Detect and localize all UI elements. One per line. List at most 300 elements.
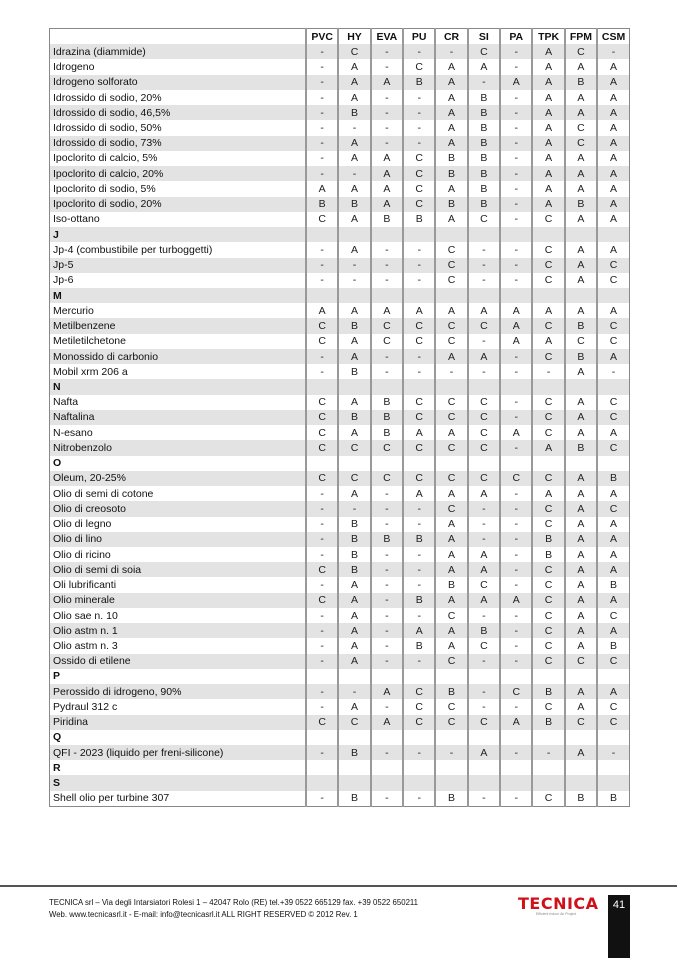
rating-csm (597, 669, 629, 684)
rating-si: B (468, 181, 500, 196)
rating-pu: - (403, 136, 435, 151)
rating-pa: A (500, 715, 532, 730)
rating-cr (435, 227, 467, 242)
rating-pu (403, 288, 435, 303)
rating-tpk: C (532, 318, 564, 333)
rating-tpk: C (532, 654, 564, 669)
rating-fpm: A (565, 684, 597, 699)
rating-tpk: A (532, 181, 564, 196)
table-row (50, 532, 630, 547)
rating-si (468, 775, 500, 790)
table-row (50, 59, 630, 74)
rating-pa (500, 760, 532, 775)
rating-pa: - (500, 258, 532, 273)
rating-pa: A (500, 303, 532, 318)
rating-hy: A (338, 654, 370, 669)
tecnica-logo: TECNICA (518, 894, 599, 913)
section-row (50, 288, 630, 303)
rating-si: B (468, 120, 500, 135)
rating-tpk (532, 760, 564, 775)
section-row (50, 456, 630, 471)
rating-pa: A (500, 425, 532, 440)
rating-csm: A (597, 197, 629, 212)
substance-name: M (50, 288, 307, 303)
rating-pa: - (500, 532, 532, 547)
rating-pvc: - (306, 532, 338, 547)
rating-tpk: C (532, 395, 564, 410)
rating-pvc: A (306, 181, 338, 196)
rating-tpk: C (532, 577, 564, 592)
rating-si: A (468, 59, 500, 74)
rating-pa: A (500, 318, 532, 333)
rating-eva: - (371, 608, 403, 623)
rating-tpk (532, 456, 564, 471)
rating-hy: C (338, 440, 370, 455)
rating-pu: - (403, 654, 435, 669)
rating-fpm: A (565, 593, 597, 608)
rating-fpm: A (565, 517, 597, 532)
rating-fpm: B (565, 349, 597, 364)
table-row (50, 517, 630, 532)
rating-eva: - (371, 105, 403, 120)
rating-hy: B (338, 410, 370, 425)
substance-name: Jp-4 (combustibile per turboggetti) (50, 242, 307, 257)
rating-fpm: A (565, 638, 597, 653)
footer-contacts: Web. www.tecnicasrl.it - E-mail: info@tecnicasrl.it ALL RIGHT RESERVED © 2012 Rev. 1 (49, 910, 358, 919)
rating-cr: B (435, 197, 467, 212)
rating-pu: - (403, 242, 435, 257)
table-row (50, 364, 630, 379)
rating-cr: C (435, 258, 467, 273)
substance-name: Metilbenzene (50, 318, 307, 333)
rating-pa: - (500, 486, 532, 501)
rating-csm: B (597, 471, 629, 486)
rating-pa (500, 379, 532, 394)
rating-fpm: A (565, 212, 597, 227)
rating-tpk: A (532, 59, 564, 74)
substance-name: S (50, 775, 307, 790)
rating-fpm (565, 669, 597, 684)
table-row (50, 608, 630, 623)
rating-cr: - (435, 44, 467, 59)
rating-cr: C (435, 395, 467, 410)
rating-eva: C (371, 440, 403, 455)
table-row (50, 212, 630, 227)
substance-name: N (50, 379, 307, 394)
rating-fpm: C (565, 715, 597, 730)
rating-tpk: B (532, 547, 564, 562)
rating-fpm: A (565, 425, 597, 440)
substance-name: Olio di lino (50, 532, 307, 547)
rating-fpm: A (565, 532, 597, 547)
rating-tpk: A (532, 303, 564, 318)
rating-cr: B (435, 577, 467, 592)
rating-csm (597, 379, 629, 394)
rating-pvc: C (306, 593, 338, 608)
rating-cr: B (435, 151, 467, 166)
rating-csm: A (597, 517, 629, 532)
rating-pvc: C (306, 425, 338, 440)
rating-fpm (565, 456, 597, 471)
rating-eva: - (371, 699, 403, 714)
rating-cr: A (435, 181, 467, 196)
rating-hy: - (338, 501, 370, 516)
rating-tpk (532, 288, 564, 303)
rating-csm: A (597, 105, 629, 120)
header-pu: PU (403, 29, 435, 45)
rating-hy (338, 669, 370, 684)
rating-fpm (565, 288, 597, 303)
rating-csm: A (597, 425, 629, 440)
rating-eva (371, 288, 403, 303)
rating-cr: A (435, 623, 467, 638)
rating-pu: - (403, 501, 435, 516)
rating-hy: A (338, 593, 370, 608)
rating-cr: C (435, 471, 467, 486)
rating-pa (500, 775, 532, 790)
rating-eva: - (371, 486, 403, 501)
rating-tpk: B (532, 715, 564, 730)
rating-pa: A (500, 593, 532, 608)
table-row (50, 303, 630, 318)
rating-pa: - (500, 59, 532, 74)
rating-csm: B (597, 791, 629, 807)
rating-pa: - (500, 501, 532, 516)
substance-name: Olio sae n. 10 (50, 608, 307, 623)
rating-csm: A (597, 593, 629, 608)
rating-fpm: A (565, 181, 597, 196)
rating-pvc: C (306, 395, 338, 410)
rating-eva (371, 227, 403, 242)
rating-pu: - (403, 120, 435, 135)
substance-name: Olio minerale (50, 593, 307, 608)
rating-si: - (468, 517, 500, 532)
substance-name: Idrossido di sodio, 73% (50, 136, 307, 151)
rating-csm: A (597, 547, 629, 562)
rating-pu: - (403, 105, 435, 120)
rating-eva: A (371, 181, 403, 196)
substance-name: Ipoclorito di sodio, 20% (50, 197, 307, 212)
rating-si: C (468, 425, 500, 440)
rating-fpm: A (565, 273, 597, 288)
rating-eva: - (371, 562, 403, 577)
rating-tpk: C (532, 349, 564, 364)
rating-si: - (468, 654, 500, 669)
header-fpm: FPM (565, 29, 597, 45)
rating-csm: A (597, 120, 629, 135)
rating-eva (371, 760, 403, 775)
rating-hy: B (338, 547, 370, 562)
substance-name: Monossido di carbonio (50, 349, 307, 364)
rating-pa: - (500, 212, 532, 227)
rating-si: A (468, 562, 500, 577)
rating-eva: - (371, 517, 403, 532)
rating-si (468, 379, 500, 394)
rating-tpk: C (532, 410, 564, 425)
rating-pvc: - (306, 364, 338, 379)
rating-fpm: A (565, 699, 597, 714)
table-row (50, 258, 630, 273)
rating-pvc: - (306, 151, 338, 166)
rating-tpk: A (532, 90, 564, 105)
logo-tagline: Efficient Indoor Air Project (536, 912, 577, 916)
rating-cr: C (435, 608, 467, 623)
rating-pu: C (403, 334, 435, 349)
rating-eva: C (371, 471, 403, 486)
table-row (50, 471, 630, 486)
rating-eva: - (371, 273, 403, 288)
substance-name: Oleum, 20-25% (50, 471, 307, 486)
rating-hy (338, 730, 370, 745)
rating-eva (371, 775, 403, 790)
rating-tpk: C (532, 258, 564, 273)
rating-si (468, 760, 500, 775)
rating-pvc: - (306, 44, 338, 59)
section-row (50, 669, 630, 684)
rating-pu: C (403, 197, 435, 212)
rating-pvc: C (306, 318, 338, 333)
rating-fpm: A (565, 410, 597, 425)
rating-eva: A (371, 303, 403, 318)
rating-hy: A (338, 349, 370, 364)
rating-hy: A (338, 181, 370, 196)
rating-pu: C (403, 440, 435, 455)
table-row (50, 699, 630, 714)
table-row (50, 136, 630, 151)
rating-pvc: - (306, 59, 338, 74)
rating-hy (338, 288, 370, 303)
rating-fpm (565, 730, 597, 745)
substance-name: Olio di semi di cotone (50, 486, 307, 501)
rating-cr: - (435, 364, 467, 379)
rating-pa: - (500, 517, 532, 532)
substance-name: Idrogeno solforato (50, 75, 307, 90)
header-csm: CSM (597, 29, 629, 45)
rating-fpm: A (565, 471, 597, 486)
rating-si: - (468, 791, 500, 807)
rating-pa: A (500, 75, 532, 90)
rating-pu: A (403, 303, 435, 318)
table-row (50, 273, 630, 288)
substance-name: Naftalina (50, 410, 307, 425)
rating-csm: A (597, 562, 629, 577)
rating-cr: B (435, 791, 467, 807)
rating-si: C (468, 638, 500, 653)
rating-tpk: A (532, 105, 564, 120)
rating-csm: A (597, 166, 629, 181)
rating-eva: A (371, 75, 403, 90)
table-row (50, 181, 630, 196)
rating-hy: A (338, 638, 370, 653)
rating-eva (371, 456, 403, 471)
rating-si: - (468, 684, 500, 699)
substance-name: Olio di creosoto (50, 501, 307, 516)
rating-si: - (468, 242, 500, 257)
rating-cr: - (435, 745, 467, 760)
rating-fpm: B (565, 440, 597, 455)
rating-pvc: C (306, 410, 338, 425)
rating-pu: - (403, 745, 435, 760)
rating-eva: - (371, 745, 403, 760)
rating-csm: C (597, 334, 629, 349)
rating-si: A (468, 745, 500, 760)
table-row (50, 75, 630, 90)
rating-tpk: C (532, 638, 564, 653)
rating-eva: - (371, 364, 403, 379)
rating-pvc: - (306, 501, 338, 516)
rating-si: B (468, 136, 500, 151)
rating-pu: C (403, 59, 435, 74)
rating-si: B (468, 197, 500, 212)
rating-pu: - (403, 547, 435, 562)
rating-pvc: - (306, 105, 338, 120)
rating-si: C (468, 44, 500, 59)
rating-eva: - (371, 258, 403, 273)
rating-csm: C (597, 395, 629, 410)
rating-hy: A (338, 425, 370, 440)
table-row (50, 425, 630, 440)
rating-tpk: A (532, 120, 564, 135)
substance-name: Idrossido di sodio, 46,5% (50, 105, 307, 120)
rating-pa: - (500, 105, 532, 120)
rating-eva: A (371, 197, 403, 212)
header-tpk: TPK (532, 29, 564, 45)
rating-csm (597, 760, 629, 775)
rating-csm: C (597, 410, 629, 425)
rating-hy: B (338, 197, 370, 212)
rating-tpk: C (532, 501, 564, 516)
rating-pa: - (500, 562, 532, 577)
rating-hy: A (338, 90, 370, 105)
substance-name: Olio di semi di soia (50, 562, 307, 577)
rating-pu (403, 730, 435, 745)
rating-pvc: - (306, 166, 338, 181)
rating-fpm: A (565, 745, 597, 760)
rating-csm: B (597, 577, 629, 592)
substance-name: R (50, 760, 307, 775)
rating-pa: - (500, 410, 532, 425)
table-row (50, 791, 630, 807)
substance-name: Ossido di etilene (50, 654, 307, 669)
rating-hy: B (338, 364, 370, 379)
rating-cr: A (435, 425, 467, 440)
rating-tpk: C (532, 791, 564, 807)
rating-pu: - (403, 364, 435, 379)
table-row (50, 654, 630, 669)
rating-tpk: A (532, 440, 564, 455)
rating-pvc: B (306, 197, 338, 212)
rating-cr: A (435, 532, 467, 547)
rating-pa: - (500, 745, 532, 760)
rating-fpm: A (565, 166, 597, 181)
table-row (50, 44, 630, 59)
table-row (50, 166, 630, 181)
rating-cr: A (435, 90, 467, 105)
substance-name: J (50, 227, 307, 242)
substance-name: Pydraul 312 c (50, 699, 307, 714)
substance-name: Oli lubrificanti (50, 577, 307, 592)
rating-hy: C (338, 471, 370, 486)
rating-si: B (468, 105, 500, 120)
rating-fpm (565, 760, 597, 775)
rating-pa (500, 227, 532, 242)
substance-name: Idrossido di sodio, 50% (50, 120, 307, 135)
rating-csm: A (597, 59, 629, 74)
rating-si (468, 288, 500, 303)
table-row (50, 562, 630, 577)
rating-hy: A (338, 303, 370, 318)
rating-si: - (468, 258, 500, 273)
rating-pvc: - (306, 745, 338, 760)
table-row (50, 151, 630, 166)
table-row (50, 90, 630, 105)
rating-hy: C (338, 715, 370, 730)
rating-pu: C (403, 151, 435, 166)
rating-si: A (468, 593, 500, 608)
rating-si: B (468, 623, 500, 638)
rating-pu: A (403, 486, 435, 501)
rating-cr: C (435, 242, 467, 257)
rating-csm: A (597, 303, 629, 318)
substance-name: Perossido di idrogeno, 90% (50, 684, 307, 699)
rating-hy: A (338, 577, 370, 592)
rating-hy: - (338, 166, 370, 181)
rating-cr (435, 379, 467, 394)
rating-hy: B (338, 517, 370, 532)
rating-pu (403, 379, 435, 394)
rating-eva: - (371, 44, 403, 59)
substance-name: Q (50, 730, 307, 745)
rating-pu: - (403, 517, 435, 532)
rating-pa: - (500, 608, 532, 623)
substance-name: Olio astm n. 1 (50, 623, 307, 638)
rating-cr: A (435, 562, 467, 577)
rating-hy: A (338, 75, 370, 90)
rating-fpm: A (565, 105, 597, 120)
rating-pvc: - (306, 791, 338, 807)
rating-eva: B (371, 532, 403, 547)
rating-eva: - (371, 59, 403, 74)
rating-csm: C (597, 501, 629, 516)
chemical-resistance-table (49, 28, 630, 807)
section-row (50, 379, 630, 394)
rating-csm: A (597, 136, 629, 151)
substance-name: Idrazina (diammide) (50, 44, 307, 59)
rating-eva: - (371, 547, 403, 562)
page-number: 41 (608, 895, 630, 958)
rating-pu: C (403, 181, 435, 196)
rating-pvc: - (306, 654, 338, 669)
rating-fpm: A (565, 486, 597, 501)
rating-tpk (532, 669, 564, 684)
rating-pu (403, 227, 435, 242)
rating-pa: - (500, 654, 532, 669)
table-row (50, 501, 630, 516)
rating-tpk: - (532, 745, 564, 760)
rating-tpk: A (532, 44, 564, 59)
rating-pu: C (403, 715, 435, 730)
rating-eva (371, 669, 403, 684)
rating-cr: C (435, 273, 467, 288)
rating-si: C (468, 318, 500, 333)
rating-pa: - (500, 242, 532, 257)
section-row (50, 730, 630, 745)
substance-name: P (50, 669, 307, 684)
rating-fpm: A (565, 608, 597, 623)
rating-cr: C (435, 318, 467, 333)
table-row (50, 745, 630, 760)
rating-pa: - (500, 90, 532, 105)
